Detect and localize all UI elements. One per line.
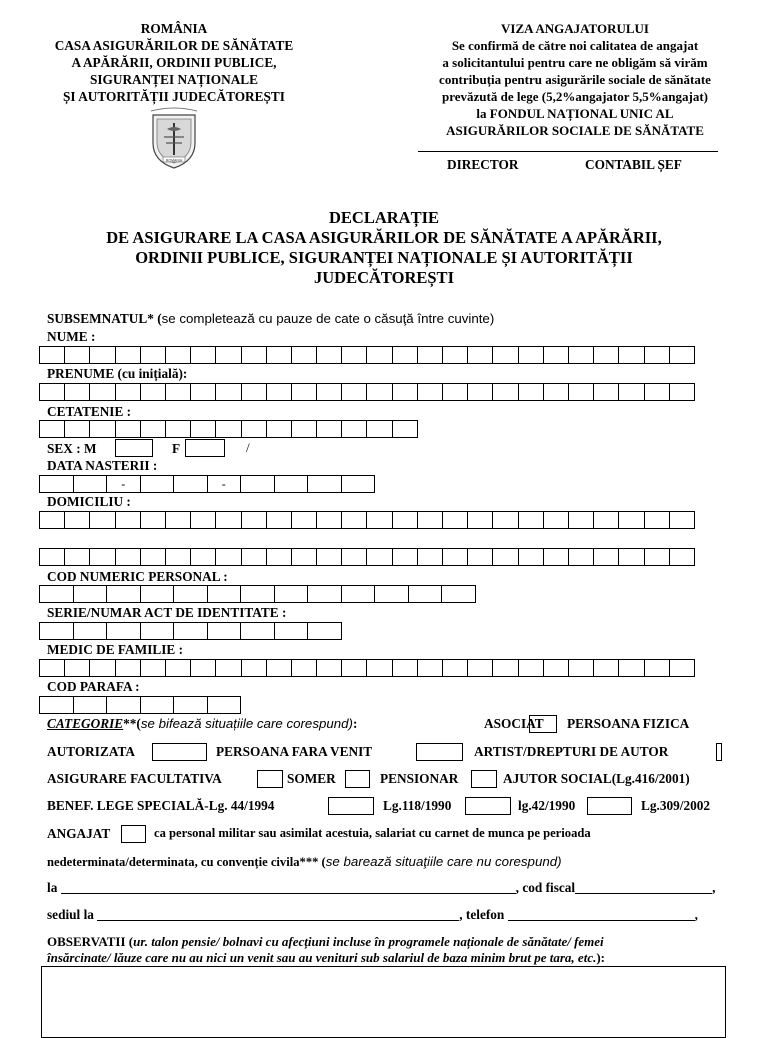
char-box[interactable] — [266, 659, 292, 677]
visa-line: Se confirmă de către noi calitatea de angajat — [451, 38, 699, 53]
char-box[interactable] — [618, 659, 644, 677]
char-box[interactable] — [39, 383, 65, 401]
char-box[interactable] — [442, 659, 468, 677]
cod-fiscal-field[interactable] — [575, 893, 712, 894]
char-box[interactable] — [39, 585, 74, 603]
char-box[interactable] — [467, 383, 493, 401]
birthdate-label: DATA NASTERII : — [47, 458, 158, 473]
char-box[interactable] — [366, 659, 392, 677]
char-box[interactable] — [392, 548, 418, 566]
char-box[interactable] — [73, 622, 108, 640]
fara-venit-checkbox[interactable] — [416, 743, 463, 761]
char-box[interactable] — [492, 346, 518, 364]
char-box[interactable] — [618, 383, 644, 401]
char-box[interactable] — [442, 548, 468, 566]
char-box[interactable] — [307, 585, 342, 603]
title-line: DECLARAȚIE — [328, 208, 440, 227]
document-title — [40, 208, 728, 288]
domiciliu-label: DOMICILIU : — [47, 494, 131, 509]
sediul-line: sediul la , telefon , — [47, 907, 698, 922]
char-box[interactable] — [89, 511, 115, 529]
char-box[interactable] — [417, 346, 443, 364]
char-box[interactable] — [644, 383, 670, 401]
char-box[interactable] — [307, 622, 342, 640]
char-box[interactable] — [274, 585, 309, 603]
char-box[interactable] — [593, 548, 619, 566]
char-box[interactable] — [240, 475, 275, 493]
char-box[interactable] — [291, 346, 317, 364]
char-box[interactable] — [39, 622, 74, 640]
medic-boxes[interactable] — [39, 659, 695, 677]
char-box[interactable] — [492, 548, 518, 566]
char-box[interactable] — [115, 420, 141, 438]
char-box[interactable] — [568, 346, 594, 364]
autorizata-checkbox[interactable] — [152, 743, 207, 761]
asociat-checkbox[interactable] — [529, 715, 557, 733]
char-box[interactable] — [241, 659, 267, 677]
char-box[interactable] — [518, 511, 544, 529]
char-box[interactable] — [518, 383, 544, 401]
char-box[interactable] — [89, 420, 115, 438]
char-box[interactable] — [291, 548, 317, 566]
char-box[interactable] — [140, 346, 166, 364]
char-box[interactable] — [593, 383, 619, 401]
char-box[interactable] — [291, 659, 317, 677]
char-box[interactable] — [215, 548, 241, 566]
coat-of-arms-icon — [147, 107, 201, 170]
char-box[interactable] — [669, 383, 695, 401]
char-box[interactable] — [266, 383, 292, 401]
char-box[interactable] — [241, 346, 267, 364]
char-box[interactable] — [274, 475, 309, 493]
char-box[interactable] — [341, 383, 367, 401]
char-box[interactable] — [39, 420, 65, 438]
char-box[interactable] — [644, 511, 670, 529]
ajutor-social-label: AJUTOR SOCIAL(Lg.416/2001) — [503, 771, 690, 786]
lg118-label: Lg.118/1990 — [383, 798, 452, 813]
cod-parafa-boxes[interactable] — [39, 696, 241, 714]
char-box[interactable] — [106, 585, 141, 603]
char-box[interactable] — [593, 511, 619, 529]
char-box[interactable] — [392, 659, 418, 677]
char-box[interactable] — [89, 659, 115, 677]
char-box[interactable] — [291, 511, 317, 529]
char-box[interactable] — [190, 420, 216, 438]
char-box[interactable] — [408, 585, 443, 603]
char-box[interactable] — [215, 346, 241, 364]
char-box[interactable] — [618, 548, 644, 566]
char-box[interactable] — [140, 383, 166, 401]
char-box[interactable] — [115, 659, 141, 677]
persoana-fizica-label: PERSOANA FIZICA — [567, 716, 690, 731]
char-box[interactable] — [492, 659, 518, 677]
title-line: ORDINII PUBLICE, SIGURANȚEI NAȚIONALE ȘI AUTORITĂȚII — [135, 248, 633, 267]
char-box[interactable] — [39, 548, 65, 566]
char-box[interactable] — [492, 383, 518, 401]
lg42-label: lg.42/1990 — [518, 798, 576, 813]
somer-checkbox[interactable] — [345, 770, 370, 788]
char-box[interactable] — [341, 475, 376, 493]
char-box[interactable] — [307, 475, 342, 493]
char-box[interactable] — [39, 696, 74, 714]
char-box[interactable] — [140, 585, 175, 603]
employer-line: la , cod fiscal , — [47, 880, 716, 895]
char-box[interactable] — [467, 548, 493, 566]
char-box[interactable] — [467, 346, 493, 364]
sex-f-box[interactable] — [185, 439, 225, 457]
signature-line — [418, 151, 718, 152]
char-box[interactable] — [492, 511, 518, 529]
char-box[interactable] — [618, 346, 644, 364]
char-box[interactable] — [190, 346, 216, 364]
pensionar-checkbox[interactable] — [471, 770, 497, 788]
domiciliu-boxes-1[interactable] — [39, 511, 695, 529]
char-box[interactable] — [240, 585, 275, 603]
observatii-label: OBSERVATII (ur. talon pensie/ bolnavi cu afecțiuni incluse în programele naționale de sănătate/ femei — [47, 934, 604, 949]
char-box[interactable] — [64, 346, 90, 364]
char-box[interactable] — [106, 696, 141, 714]
char-box[interactable] — [467, 511, 493, 529]
char-box[interactable] — [115, 383, 141, 401]
char-box[interactable] — [64, 383, 90, 401]
char-box[interactable] — [173, 622, 208, 640]
char-box[interactable] — [241, 420, 267, 438]
char-box[interactable] — [341, 420, 367, 438]
char-box[interactable] — [316, 420, 342, 438]
char-box[interactable] — [568, 659, 594, 677]
char-box[interactable] — [441, 585, 476, 603]
char-box[interactable] — [173, 696, 208, 714]
visa-line: a solicitantului pentru care ne obligăm să virăm — [442, 55, 708, 70]
char-box[interactable] — [392, 383, 418, 401]
lg44-checkbox[interactable] — [328, 797, 374, 815]
char-box[interactable] — [316, 346, 342, 364]
char-box[interactable] — [240, 622, 275, 640]
char-box[interactable] — [207, 696, 242, 714]
char-box[interactable] — [644, 346, 670, 364]
header-left-line: ȘI AUTORITĂȚII JUDECĂTOREȘTI — [63, 89, 285, 104]
char-box[interactable] — [64, 659, 90, 677]
char-box[interactable] — [366, 383, 392, 401]
char-box[interactable] — [89, 383, 115, 401]
char-box[interactable] — [568, 383, 594, 401]
char-box[interactable] — [392, 346, 418, 364]
angajat-label: ANGAJAT — [47, 826, 111, 841]
char-box[interactable] — [140, 659, 166, 677]
char-box[interactable] — [190, 383, 216, 401]
char-box[interactable] — [215, 511, 241, 529]
char-box[interactable] — [518, 548, 544, 566]
char-box[interactable] — [266, 548, 292, 566]
char-box[interactable] — [669, 511, 695, 529]
facultativa-label: ASIGURARE FACULTATIVA — [47, 771, 222, 786]
char-box[interactable] — [215, 383, 241, 401]
pensionar-label: PENSIONAR — [380, 771, 459, 786]
categorie-line-1: CATEGORIE**(se bifează situațiile care corespund): — [47, 716, 358, 731]
domiciliu-boxes-2[interactable] — [39, 548, 695, 566]
char-box[interactable] — [39, 511, 65, 529]
char-box[interactable] — [341, 659, 367, 677]
id-series-label: SERIE/NUMAR ACT DE IDENTITATE : — [47, 605, 287, 620]
char-box[interactable] — [669, 659, 695, 677]
char-box[interactable] — [274, 622, 309, 640]
char-box[interactable] — [165, 548, 191, 566]
char-box[interactable] — [543, 346, 569, 364]
observatii-note-2: însărcinate/ lăuze care nu au nici un venit sau au venituri sub salariul de baza minim brut pe tara, etc.): — [47, 950, 606, 965]
char-box[interactable] — [593, 346, 619, 364]
title-line: DE ASIGURARE LA CASA ASIGURĂRILOR DE SĂNĂTATE A APĂRĂRII, — [106, 228, 662, 247]
facultativa-checkbox[interactable] — [257, 770, 283, 788]
char-box[interactable] — [291, 383, 317, 401]
char-box[interactable] — [568, 511, 594, 529]
observatii-textarea[interactable] — [41, 966, 726, 1038]
char-box[interactable] — [568, 548, 594, 566]
char-box[interactable] — [669, 548, 695, 566]
char-box[interactable] — [173, 585, 208, 603]
visa-line: la FONDUL NAȚIONAL UNIC AL — [476, 106, 674, 121]
char-box[interactable] — [366, 420, 392, 438]
employer-visa-block — [410, 20, 740, 139]
angajat-text: ca personal militar sau asimilat acestuia, salariat cu carnet de munca pe perioada — [154, 826, 591, 840]
artist-checkbox[interactable] — [716, 743, 722, 761]
char-box[interactable] — [442, 511, 468, 529]
char-box[interactable] — [140, 475, 175, 493]
char-box[interactable] — [190, 548, 216, 566]
asociat-label: ASOCIAT — [484, 716, 544, 731]
svg-text:ROMANIA: ROMANIA — [165, 158, 183, 163]
char-box[interactable] — [64, 511, 90, 529]
sex-label: SEX : M — [47, 441, 97, 456]
char-box[interactable] — [115, 511, 141, 529]
employer-name-field[interactable] — [61, 893, 516, 894]
nume-boxes[interactable] — [39, 346, 695, 364]
artist-label: ARTIST/DREPTURI DE AUTOR — [474, 744, 669, 759]
char-box[interactable]: - — [106, 475, 141, 493]
char-box[interactable] — [266, 346, 292, 364]
char-box[interactable] — [543, 548, 569, 566]
char-box[interactable] — [89, 548, 115, 566]
lg118-checkbox[interactable] — [465, 797, 511, 815]
visa-line: ASIGURĂRILOR SOCIALE DE SĂNĂTATE — [446, 123, 704, 138]
cnp-label: COD NUMERIC PERSONAL : — [47, 569, 228, 584]
char-box[interactable] — [518, 659, 544, 677]
char-box[interactable] — [266, 420, 292, 438]
char-box[interactable] — [173, 475, 208, 493]
char-box[interactable]: - — [207, 475, 242, 493]
cetatenie-boxes[interactable] — [39, 420, 418, 438]
char-box[interactable] — [115, 346, 141, 364]
char-box[interactable] — [366, 511, 392, 529]
sex-slash: / — [246, 440, 250, 455]
fara-venit-label: PERSOANA FARA VENIT — [216, 744, 373, 759]
char-box[interactable] — [207, 585, 242, 603]
angajat-checkbox[interactable] — [121, 825, 146, 843]
char-box[interactable] — [165, 659, 191, 677]
char-box[interactable] — [341, 548, 367, 566]
lg42-checkbox[interactable] — [587, 797, 632, 815]
cnp-boxes[interactable] — [39, 585, 476, 603]
title-line: JUDECĂTOREȘTI — [314, 268, 454, 287]
visa-line: contribuția pentru asigurările sociale de sănătate — [439, 72, 711, 87]
char-box[interactable] — [190, 659, 216, 677]
char-box[interactable] — [467, 659, 493, 677]
somer-label: SOMER — [287, 771, 336, 786]
char-box[interactable] — [241, 511, 267, 529]
char-box[interactable] — [392, 511, 418, 529]
char-box[interactable] — [669, 346, 695, 364]
char-box[interactable] — [341, 585, 376, 603]
visa-line: VIZA ANGAJATORULUI — [501, 21, 649, 36]
char-box[interactable] — [241, 383, 267, 401]
id-series-boxes[interactable] — [39, 622, 342, 640]
nume-label: NUME : — [47, 329, 96, 344]
visa-line: prevăzută de lege (5,2%angajator 5,5%angajat) — [442, 89, 708, 104]
char-box[interactable] — [341, 511, 367, 529]
sex-f-label: F — [172, 441, 181, 456]
lg309-label: Lg.309/2002 — [641, 798, 711, 813]
char-box[interactable] — [316, 383, 342, 401]
char-box[interactable] — [115, 548, 141, 566]
char-box[interactable] — [140, 420, 166, 438]
char-box[interactable] — [366, 548, 392, 566]
char-box[interactable] — [165, 511, 191, 529]
header-left-line: SIGURANȚEI NAȚIONALE — [89, 72, 259, 87]
char-box[interactable] — [39, 659, 65, 677]
char-box[interactable] — [417, 383, 443, 401]
char-box[interactable] — [165, 383, 191, 401]
char-box[interactable] — [316, 511, 342, 529]
cetatenie-label: CETATENIE : — [47, 404, 132, 419]
char-box[interactable] — [140, 548, 166, 566]
autorizata-label: AUTORIZATA — [47, 744, 135, 759]
char-box[interactable] — [165, 346, 191, 364]
char-box[interactable] — [73, 696, 108, 714]
char-box[interactable] — [106, 622, 141, 640]
header-left-line: CASA ASIGURĂRILOR DE SĂNĂTATE — [54, 38, 294, 53]
char-box[interactable] — [618, 511, 644, 529]
char-box[interactable] — [73, 585, 108, 603]
char-box[interactable] — [543, 659, 569, 677]
char-box[interactable] — [417, 659, 443, 677]
char-box[interactable] — [241, 548, 267, 566]
char-box[interactable] — [543, 383, 569, 401]
char-box[interactable] — [644, 659, 670, 677]
director-label: DIRECTOR — [447, 157, 519, 172]
char-box[interactable] — [215, 420, 241, 438]
telefon-field[interactable] — [508, 920, 695, 921]
header-left-line: A APĂRĂRII, ORDINII PUBLICE, — [71, 55, 277, 70]
char-box[interactable] — [341, 346, 367, 364]
char-box[interactable] — [518, 346, 544, 364]
medic-label: MEDIC DE FAMILIE : — [47, 642, 184, 657]
char-box[interactable] — [165, 420, 191, 438]
char-box[interactable] — [392, 420, 418, 438]
char-box[interactable] — [374, 585, 409, 603]
char-box[interactable] — [316, 548, 342, 566]
char-box[interactable] — [39, 475, 74, 493]
char-box[interactable] — [140, 696, 175, 714]
char-box[interactable] — [215, 659, 241, 677]
char-box[interactable] — [73, 475, 108, 493]
benef-lege-label: BENEF. LEGE SPECIALĂ-Lg. 44/1994 — [47, 798, 275, 813]
char-box[interactable] — [366, 346, 392, 364]
char-box[interactable] — [39, 346, 65, 364]
char-box[interactable] — [140, 622, 175, 640]
char-box[interactable] — [89, 346, 115, 364]
header-left-line: ROMÂNIA — [140, 21, 208, 36]
char-box[interactable] — [291, 420, 317, 438]
sex-m-box[interactable] — [115, 439, 153, 457]
char-box[interactable] — [442, 383, 468, 401]
char-box[interactable] — [417, 548, 443, 566]
birthdate-boxes[interactable] — [39, 475, 375, 493]
char-box[interactable] — [644, 548, 670, 566]
char-box[interactable] — [316, 659, 342, 677]
prenume-boxes[interactable] — [39, 383, 695, 401]
char-box[interactable] — [543, 511, 569, 529]
char-box[interactable] — [593, 659, 619, 677]
nedeterminata-text: nedeterminata/determinata, cu convenție civila*** (se barează situaţiile care nu corespund) — [47, 854, 562, 869]
char-box[interactable] — [64, 420, 90, 438]
subsemnatul-label: SUBSEMNATUL* (se completează cu pauze de cate o căsuţă între cuvinte) — [47, 311, 495, 326]
cod-parafa-label: COD PARAFA : — [47, 679, 140, 694]
char-box[interactable] — [207, 622, 242, 640]
char-box[interactable] — [140, 511, 166, 529]
sediul-field[interactable] — [97, 920, 459, 921]
char-box[interactable] — [417, 511, 443, 529]
char-box[interactable] — [190, 511, 216, 529]
char-box[interactable] — [64, 548, 90, 566]
char-box[interactable] — [442, 346, 468, 364]
contabil-label: CONTABIL ȘEF — [585, 157, 682, 172]
prenume-label: PRENUME (cu inițială): — [47, 366, 188, 381]
char-box[interactable] — [266, 511, 292, 529]
header-left — [28, 20, 320, 105]
